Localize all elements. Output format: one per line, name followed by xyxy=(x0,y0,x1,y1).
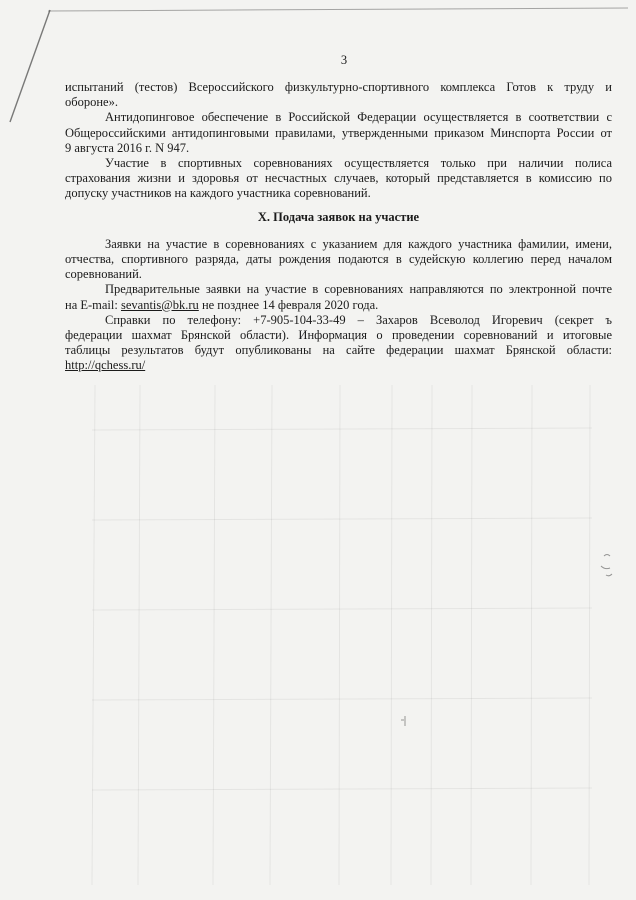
text-line: обороне». xyxy=(65,95,118,110)
document-body xyxy=(65,80,612,374)
section-heading: X. Подача заявок на участие xyxy=(257,209,420,224)
text-line: Общероссийскими антидопинговыми правилами, утвержденными приказом Минспорта России от xyxy=(65,125,612,140)
text-line: Заявки на участие в соревнованиях с указанием для каждого участника фамилии, имени, xyxy=(105,236,612,251)
text-line: таблицы результатов будут опубликованы на сайте федерации шахмат Брянской области: xyxy=(65,343,612,358)
text-line: допуску участников на каждого участника соревнований. xyxy=(65,186,371,201)
page-number: 3 xyxy=(340,53,348,67)
text-line: соревнований. xyxy=(65,267,142,282)
text-line: испытаний (тестов) Всероссийского физкультурно-спортивного комплекса Готов к труду и xyxy=(65,80,612,94)
text-line xyxy=(65,358,612,373)
text-line: Предварительные заявки на участие в соревнованиях направляются по электронной почте xyxy=(105,282,612,297)
paragraph-antidoping xyxy=(65,110,612,156)
email-link[interactable]: sevantis@bk.ru xyxy=(120,297,199,312)
paragraph-contacts xyxy=(65,313,612,374)
paragraph-applications xyxy=(65,237,612,283)
paragraph-preliminary-applications xyxy=(65,282,612,312)
text-line xyxy=(65,298,612,313)
text-line: отчества, спортивного разряда, даты рождения подаются в судейскую коллегию перед началом xyxy=(65,252,612,267)
text-line: страхования жизни и здоровья от несчастных случаев, который представляется в комиссию по xyxy=(65,171,612,186)
text-line: Антидопинговое обеспечение в Российской Федерации осуществляется в соответствии с xyxy=(105,110,612,125)
bleed-through-grid xyxy=(92,385,592,885)
website-link[interactable]: http://qchess.ru/ xyxy=(65,358,146,373)
text-fragment: не позднее 14 февраля 2020 года. xyxy=(198,297,379,312)
text-line: Справки по телефону: +7-905-104-33-49 – Захаров Всеволод Игоревич (секрет ъ xyxy=(105,312,612,327)
text-line: 9 августа 2016 г. N 947. xyxy=(65,140,190,155)
paragraph-gto-continuation xyxy=(65,80,612,110)
text-fragment: на E-mail: xyxy=(65,297,121,312)
text-line: Участие в спортивных соревнованиях осуществляется только при наличии полиса xyxy=(105,156,612,171)
text-line: федерации шахмат Брянской области). Информация о проведении соревнований и итоговые xyxy=(65,328,612,343)
paragraph-insurance xyxy=(65,156,612,202)
scan-marks xyxy=(401,555,612,727)
